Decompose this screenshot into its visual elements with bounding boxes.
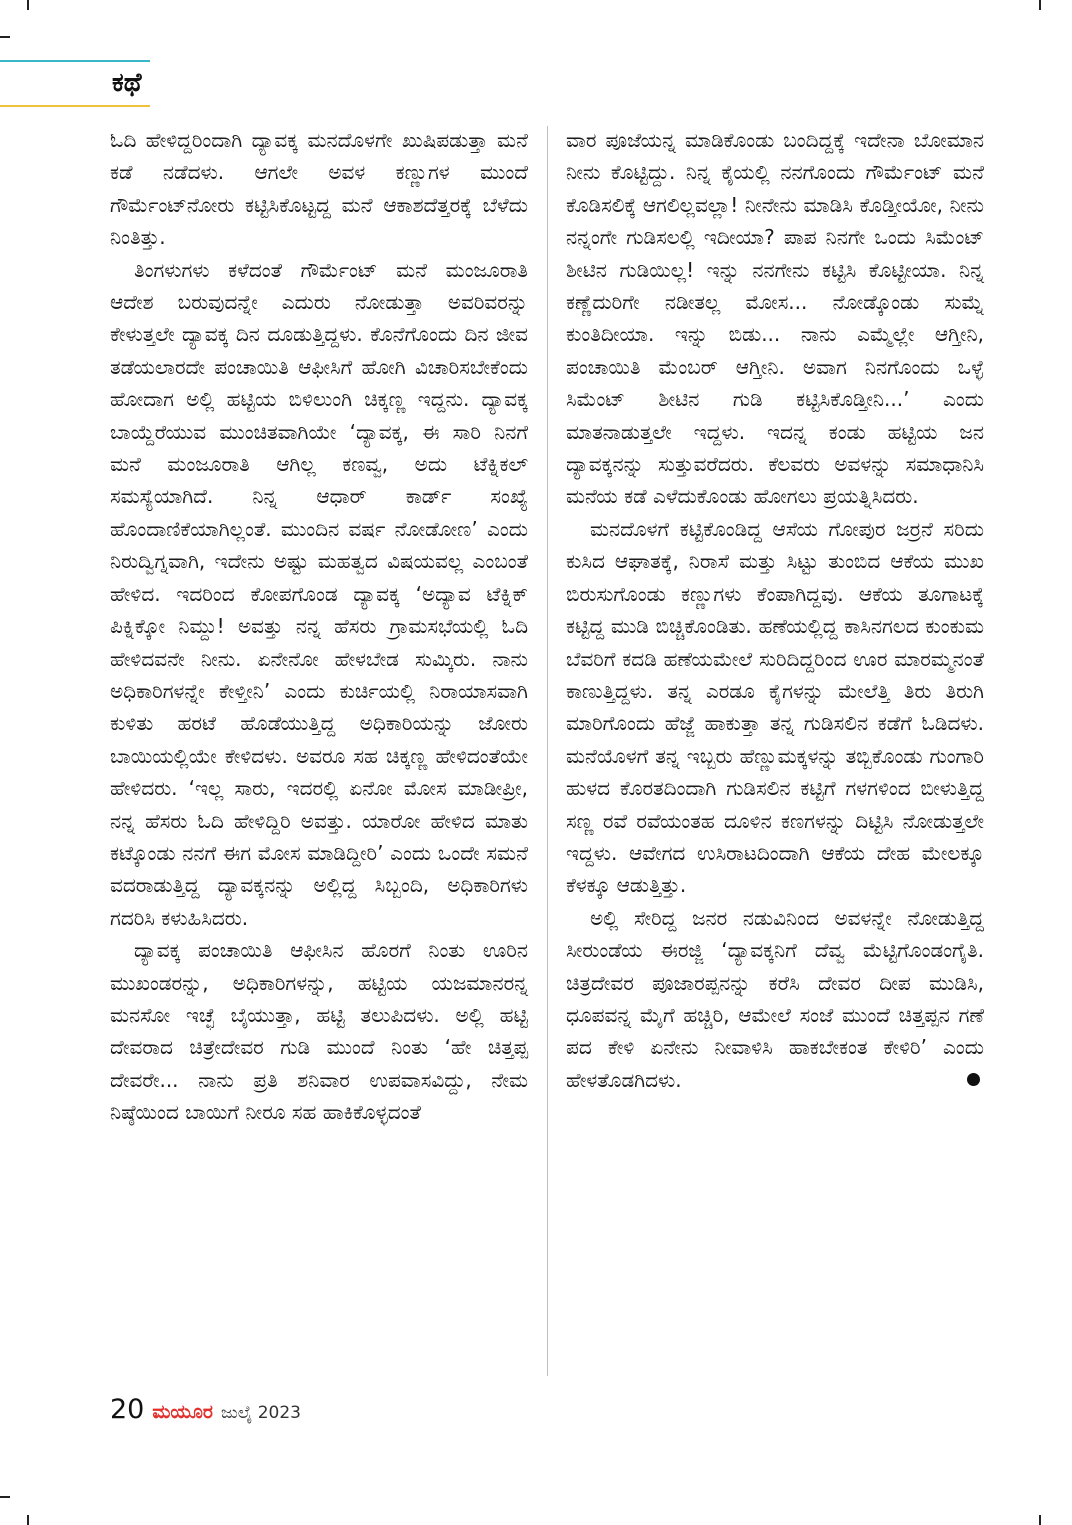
page-footer bbox=[110, 1392, 301, 1428]
crop-mark bbox=[1039, 0, 1041, 10]
paragraph: ಓದಿ ಹೇಳಿದ್ದರಿಂದಾಗಿ ದ್ಯಾವಕ್ಕ ಮನದೊಳಗೇ ಖುಷಿಪಡುತ್ತಾ ಮನೆ ಕಡೆ ನಡೆದಳು. ಆಗಲೇ ಅವಳ ಕಣ್ಣುಗಳ ಮುಂದೆ ಗೌರ್ಮೆಂಟ್‌ನೋರು ಕಟ್ಟಿಸಿಕೊಟ್ಟದ್ದ ಮನೆ ಆಕಾಶದೆತ್ತರಕ್ಕೆ ಬೆಳೆದು ನಿಂತಿತ್ತು. bbox=[110, 128, 528, 250]
page-number: 20 bbox=[110, 1394, 145, 1425]
crop-mark bbox=[1039, 1515, 1041, 1525]
paragraph: ದ್ಯಾವಕ್ಕ ಪಂಚಾಯಿತಿ ಆಫೀಸಿನ ಹೊರಗೆ ನಿಂತು ಊರಿನ ಮುಖಂಡರನ್ನು, ಅಧಿಕಾರಿಗಳನ್ನು, ಹಟ್ಟಿಯ ಯಜಮಾನರನ್ನ ಮನಸೋ ಇಚ್ಛೆ ಬೈಯುತ್ತಾ, ಹಟ್ಟಿ ತಲುಪಿದಳು. ಅಲ್ಲಿ ಹಟ್ಟಿ ದೇವರಾದ ಚಿತ್ರೇದೇವರ ಗುಡಿ ಮುಂದೆ ನಿಂತು ‘ಹೇ ಚಿತ್ತಪ್ಪ ದೇವರೇ... ನಾನು ಪ್ರತಿ ಶನಿವಾರ ಉಪವಾಸವಿದ್ದು, ನೇಮ ನಿಷ್ಠೆಯಿಂದ ಬಾಯಿಗೆ ನೀರೂ ಸಹ ಹಾಕಿಕೊಳ್ಳದಂತೆ bbox=[110, 938, 528, 1125]
crop-mark bbox=[0, 1496, 10, 1498]
section-rule-top bbox=[0, 60, 150, 62]
paragraph-text: ಅಲ್ಲಿ ಸೇರಿದ್ದ ಜನರ ನಡುವಿನಿಂದ ಅವಳನ್ನೇ ನೋಡುತ್ತಿದ್ದ ಸೀರುಂಡೆಯ ಈರಜ್ಜಿ ‘ದ್ಯಾವಕ್ಕನಿಗೆ ದೆವ್ವ ಮೆಟ್ಟಿಗೊಂಡಂಗೈತಿ. ಚಿತ್ರದೇವರ ಪೂಜಾರಪ್ಪನನ್ನು ಕರೆಸಿ ದೇವರ ದೀಪ ಮುಡಿಸಿ, ಧೂಪವನ್ನ ಮೈಗೆ ಹಚ್ಚಿರಿ, ಆಮೇಲೆ ಸಂಜೆ ಮುಂದೆ ಚಿತ್ತಪ್ಪನ ಗಣೆ ಪದ ಕೇಳಿ ಏನೇನು ನೀವಾಳಿಸಿ ಹಾಕಬೇಕಂತ ಕೇಳಿರಿ’ ಎಂದು ಹೇಳತೊಡಗಿದಳು. bbox=[566, 905, 984, 1092]
paragraph: ಮನದೊಳಗೆ ಕಟ್ಟಿಕೊಂಡಿದ್ದ ಆಸೆಯ ಗೋಪುರ ಜರ್ರನೆ ಸರಿದು ಕುಸಿದ ಆಘಾತಕ್ಕೆ, ನಿರಾಸೆ ಮತ್ತು ಸಿಟ್ಟು ತುಂಬಿದ ಆಕೆಯ ಮುಖ ಬಿರುಸುಗೊಂಡು ಕಣ್ಣುಗಳು ಕೆಂಪಾಗಿದ್ದವು. ಆಕೆಯ ತೂಗಾಟಕ್ಕೆ ಕಟ್ಟಿದ್ದ ಮುಡಿ ಬಿಚ್ಚಿಕೊಂಡಿತು. ಹಣೆಯಲ್ಲಿದ್ದ ಕಾಸಿನಗಲದ ಕುಂಕುಮ ಬೆವರಿಗೆ ಕದಡಿ ಹಣೆಯಮೇಲೆ ಸುರಿದಿದ್ದರಿಂದ ಊರ ಮಾರಮ್ಮನಂತೆ ಕಾಣುತ್ತಿದ್ದಳು. ತನ್ನ ಎರಡೂ ಕೈಗಳನ್ನು ಮೇಲೆತ್ತಿ ತಿರು ತಿರುಗಿ ಮಾರಿಗೊಂದು ಹೆಜ್ಜೆ ಹಾಕುತ್ತಾ ತನ್ನ ಗುಡಿಸಲಿನ ಕಡೆಗೆ ಓಡಿದಳು. ಮನೆಯೊಳಗೆ ತನ್ನ ಇಬ್ಬರು ಹೆಣ್ಣುಮಕ್ಕಳನ್ನು ತಬ್ಬಿಕೊಂಡು ಗುಂಗಾರಿ ಹುಳದ ಕೊರತದಿಂದಾಗಿ ಗುಡಿಸಲಿನ ಕಟ್ಟಿಗೆ ಗಳಗಳಿಂದ ಬೀಳುತ್ತಿದ್ದ ಸಣ್ಣ ರವೆ ರವೆಯಂತಹ ದೂಳಿನ ಕಣಗಳನ್ನು ದಿಟ್ಟಿಸಿ ನೋಡುತ್ತಲೇ ಇದ್ದಳು. ಆವೇಗದ ಉಸಿರಾಟದಿಂದಾಗಿ ಆಕೆಯ ದೇಹ ಮೇಲಕ್ಕೂ ಕೆಳಕ್ಕೂ ಆಡುತ್ತಿತ್ತು. bbox=[566, 516, 984, 898]
right-column bbox=[566, 124, 984, 1096]
left-column bbox=[110, 124, 528, 1129]
crop-mark bbox=[27, 1515, 29, 1525]
issue-date: ಜುಲೈ 2023 bbox=[220, 1403, 302, 1423]
crop-mark bbox=[27, 0, 29, 10]
section-rule-bottom bbox=[0, 105, 150, 107]
paragraph-final bbox=[566, 902, 984, 1096]
end-of-story-bullet-icon bbox=[967, 1073, 980, 1086]
magazine-name: ಮಯೂರ bbox=[152, 1401, 213, 1423]
crop-mark bbox=[0, 36, 10, 38]
column-divider bbox=[547, 126, 548, 1376]
paragraph: ತಿಂಗಳುಗಳು ಕಳೆದಂತೆ ಗೌರ್ಮೆಂಟ್ ಮನೆ ಮಂಜೂರಾತಿ ಆದೇಶ ಬರುವುದನ್ನೇ ಎದುರು ನೋಡುತ್ತಾ ಅವರಿವರನ್ನು ಕೇಳುತ್ತಲೇ ದ್ಯಾವಕ್ಕ ದಿನ ದೂಡುತ್ತಿದ್ದಳು. ಕೊನೆಗೊಂದು ದಿನ ಜೀವ ತಡೆಯಲಾರದೇ ಪಂಚಾಯಿತಿ ಆಫೀಸಿಗೆ ಹೋಗಿ ವಿಚಾರಿಸಬೇಕೆಂದು ಹೋದಾಗ ಅಲ್ಲಿ ಹಟ್ಟಿಯ ಬಿಳಿಲುಂಗಿ ಚಿಕ್ಕಣ್ಣ ಇದ್ದನು. ದ್ಯಾವಕ್ಕ ಬಾಯ್ದೆರೆಯುವ ಮುಂಚಿತವಾಗಿಯೇ ‘ದ್ಯಾವಕ್ಕ, ಈ ಸಾರಿ ನಿನಗೆ ಮನೆ ಮಂಜೂರಾತಿ ಆಗಿಲ್ಲ ಕಣವ್ವ, ಅದು ಟೆಕ್ನಿಕಲ್ ಸಮಸ್ಯೆಯಾಗಿದೆ. ನಿನ್ನ ಆಧಾರ್ ಕಾರ್ಡ್ ಸಂಖ್ಯೆ ಹೊಂದಾಣಿಕೆಯಾಗಿಲ್ಲಂತೆ. ಮುಂದಿನ ವರ್ಷ ನೋಡೋಣ’ ಎಂದು ನಿರುದ್ವಿಗ್ನವಾಗಿ, ಇದೇನು ಅಷ್ಟು ಮಹತ್ವದ ವಿಷಯವಲ್ಲ ಎಂಬಂತೆ ಹೇಳಿದ. ಇದರಿಂದ ಕೋಪಗೊಂಡ ದ್ಯಾವಕ್ಕ ‘ಅದ್ಯಾವ ಟೆಕ್ನಿಕ್ ಪಿಕ್ನಿಕ್ಕೋ ನಿಮ್ದು! ಅವತ್ತು ನನ್ನ ಹೆಸರು ಗ್ರಾಮಸಭೆಯಲ್ಲಿ ಓದಿ ಹೇಳಿದವನೇ ನೀನು. ಏನೇನೋ ಹೇಳಬೇಡ ಸುಮ್ಕಿರು. ನಾನು ಅಧಿಕಾರಿಗಳನ್ನೇ ಕೇಳ್ತೀನಿ’ ಎಂದು ಕುರ್ಚಿಯಲ್ಲಿ ನಿರಾಯಾಸವಾಗಿ ಕುಳಿತು ಹರಟೆ ಹೊಡೆಯುತ್ತಿದ್ದ ಅಧಿಕಾರಿಯನ್ನು ಜೋರು ಬಾಯಿಯಲ್ಲಿಯೇ ಕೇಳಿದಳು. ಅವರೂ ಸಹ ಚಿಕ್ಕಣ್ಣ ಹೇಳಿದಂತೆಯೇ ಹೇಳಿದರು. ‘ಇಲ್ಲ ಸಾರು, ಇದರಲ್ಲಿ ಏನೋ ಮೋಸ ಮಾಡೀಪ್ರೀ, ನನ್ನ ಹೆಸರು ಓದಿ ಹೇಳಿದ್ದಿರಿ ಅವತ್ತು. ಯಾರೋ ಹೇಳಿದ ಮಾತು ಕಟ್ಕೊಂಡು ನನಗೆ ಈಗ ಮೋಸ ಮಾಡಿದ್ದೀರಿ’ ಎಂದು ಒಂದೇ ಸಮನೆ ವದರಾಡುತ್ತಿದ್ದ ದ್ಯಾವಕ್ಕನನ್ನು ಅಲ್ಲಿದ್ದ ಸಿಬ್ಬಂದಿ, ಅಧಿಕಾರಿಗಳು ಗದರಿಸಿ ಕಳುಹಿಸಿದರು. bbox=[110, 257, 528, 930]
section-label: ಕಥೆ bbox=[112, 68, 142, 98]
paragraph: ವಾರ ಪೂಜೆಯನ್ನ ಮಾಡಿಕೊಂಡು ಬಂದಿದ್ದಕ್ಕೆ ಇದೇನಾ ಬೋಮಾನ ನೀನು ಕೊಟ್ಟಿದ್ದು. ನಿನ್ನ ಕೈಯಲ್ಲಿ ನನಗೊಂದು ಗೌರ್ಮೆಂಟ್ ಮನೆ ಕೊಡಿಸಲಿಕ್ಕೆ ಆಗಲಿಲ್ಲವಲ್ಲಾ! ನೀನೇನು ಮಾಡಿಸಿ ಕೊಡ್ತೀಯೋ, ನೀನು ನನ್ನಂಗೇ ಗುಡಿಸಲಲ್ಲಿ ಇದೀಯಾ? ಪಾಪ ನಿನಗೇ ಒಂದು ಸಿಮೆಂಟ್ ಶೀಟಿನ ಗುಡಿಯಿಲ್ಲ! ಇನ್ನು ನನಗೇನು ಕಟ್ಟಿಸಿ ಕೊಟ್ಟೀಯಾ. ನಿನ್ನ ಕಣ್ಣೆದುರಿಗೇ ನಡೀತಲ್ಲ ಮೋಸ... ನೋಡ್ಕೊಂಡು ಸುಮ್ನೆ ಕುಂತಿದೀಯಾ. ಇನ್ನು ಬಿಡು... ನಾನು ಎಮ್ಮೆಲ್ಲೇ ಆಗ್ತೀನಿ, ಪಂಚಾಯಿತಿ ಮೆಂಬರ್ ಆಗ್ತೀನಿ. ಅವಾಗ ನಿನಗೊಂದು ಒಳ್ಳೆ ಸಿಮೆಂಟ್ ಶೀಟಿನ ಗುಡಿ ಕಟ್ಟಿಸಿಕೊಡ್ತೀನಿ...’ ಎಂದು ಮಾತನಾಡುತ್ತಲೇ ಇದ್ದಳು. ಇದನ್ನ ಕಂಡು ಹಟ್ಟಿಯ ಜನ ದ್ಯಾವಕ್ಕನನ್ನು ಸುತ್ತುವರೆದರು. ಕೆಲವರು ಅವಳನ್ನು ಸಮಾಧಾನಿಸಿ ಮನೆಯ ಕಡೆ ಎಳೆದುಕೊಂಡು ಹೋಗಲು ಪ್ರಯತ್ನಿಸಿದರು. bbox=[566, 128, 984, 509]
